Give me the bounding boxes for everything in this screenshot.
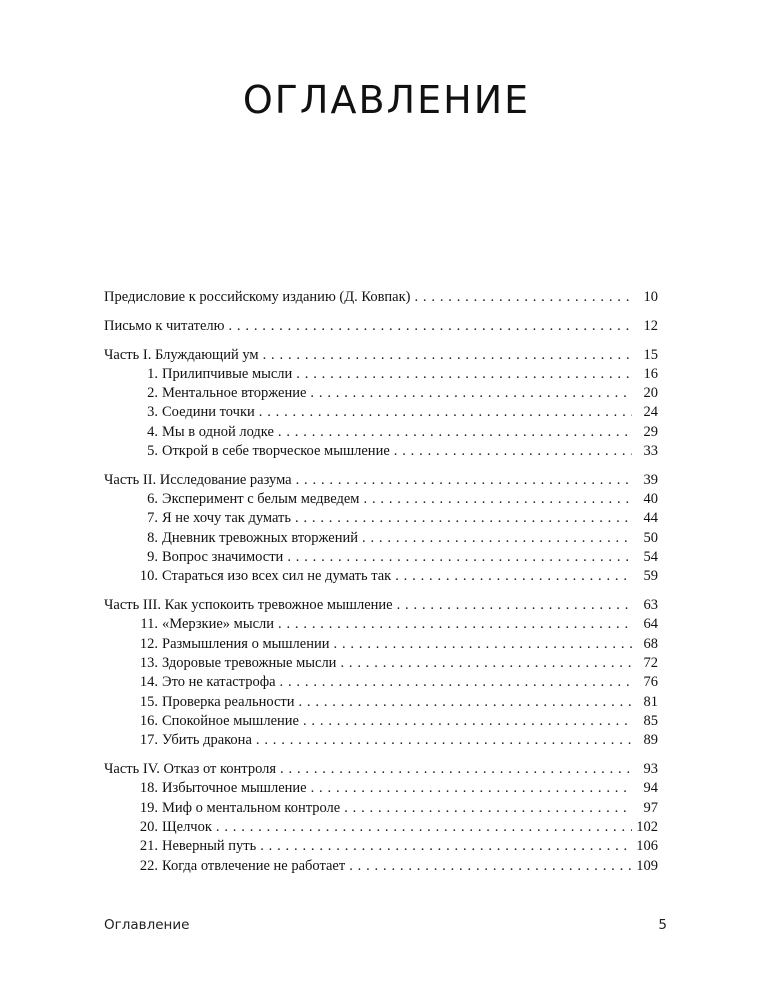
- chapter-number: 6.: [147, 491, 158, 508]
- dot-leader: [334, 635, 632, 654]
- chapter-number: 20.: [139, 818, 158, 835]
- chapter-page: 94: [643, 780, 658, 797]
- chapter-number: 10.: [139, 568, 158, 585]
- toc-chapter-entry[interactable]: [104, 567, 658, 586]
- chapter-page: 76: [643, 674, 658, 691]
- chapter-label: Мы в одной лодке: [162, 423, 274, 440]
- toc-part-heading[interactable]: [104, 596, 658, 615]
- chapter-page: 89: [643, 732, 658, 749]
- chapter-number: 17.: [139, 732, 158, 749]
- dot-leader: [216, 818, 632, 837]
- chapter-number: 7.: [147, 510, 158, 527]
- toc-part-label: Часть III. Как успокоить тревожное мышление: [104, 597, 393, 614]
- dot-leader: [414, 288, 632, 307]
- chapter-page: 40: [643, 491, 658, 508]
- toc-chapter-entry[interactable]: [104, 423, 658, 442]
- toc-entry-label: Предисловие к российскому изданию (Д. Ковпак): [104, 289, 411, 305]
- dot-leader: [260, 837, 632, 856]
- dot-leader: [394, 442, 632, 461]
- toc-part-group: [104, 596, 658, 750]
- toc-chapter-entry[interactable]: [104, 548, 658, 567]
- chapter-label: Неверный путь: [162, 838, 257, 855]
- chapter-page: 59: [643, 568, 658, 585]
- toc-entry-preface[interactable]: [104, 288, 658, 307]
- dot-leader: [259, 403, 632, 422]
- toc-entry-page: 10: [643, 289, 658, 305]
- dot-leader: [256, 731, 632, 750]
- toc-chapter-entry[interactable]: [104, 635, 658, 654]
- chapter-label: Эксперимент с белым медведем: [162, 491, 360, 508]
- chapter-page: 50: [643, 529, 658, 546]
- chapter-page: 54: [643, 549, 658, 566]
- footer-section-label: Оглавление: [104, 917, 190, 933]
- chapter-number: 16.: [139, 712, 158, 729]
- chapter-page: 109: [636, 857, 658, 874]
- chapter-number: 22.: [139, 857, 158, 874]
- toc-part-heading[interactable]: [104, 346, 658, 365]
- chapter-number: 9.: [147, 549, 158, 566]
- toc-entry-letter[interactable]: [104, 317, 658, 336]
- chapter-page: 24: [643, 404, 658, 421]
- chapter-label: Это не катастрофа: [162, 674, 276, 691]
- chapter-page: 72: [643, 655, 658, 672]
- chapter-page: 102: [636, 818, 658, 835]
- toc-chapter-entry[interactable]: [104, 712, 658, 731]
- toc-chapter-entry[interactable]: [104, 693, 658, 712]
- toc-part-group: [104, 760, 658, 876]
- chapter-label: Здоровые тревожные мысли: [162, 655, 337, 672]
- dot-leader: [280, 673, 632, 692]
- page-title: ОГЛАВЛЕНИЕ: [242, 78, 531, 122]
- toc-chapter-entry[interactable]: [104, 509, 658, 528]
- chapter-label: Убить дракона: [162, 732, 252, 749]
- dot-leader: [298, 693, 632, 712]
- chapter-page: 68: [643, 635, 658, 652]
- chapter-number: 14.: [139, 674, 158, 691]
- chapter-page: 33: [643, 443, 658, 460]
- chapter-number: 3.: [147, 404, 158, 421]
- toc-chapter-entry[interactable]: [104, 442, 658, 461]
- chapter-label: Когда отвлечение не работает: [162, 857, 346, 874]
- toc-part-label: Часть II. Исследование разума: [104, 471, 292, 488]
- toc-part-group: [104, 471, 658, 587]
- chapter-page: 16: [643, 365, 658, 382]
- toc-chapter-entry[interactable]: [104, 837, 658, 856]
- chapter-label: Дневник тревожных вторжений: [162, 529, 359, 546]
- toc-chapter-entry[interactable]: [104, 403, 658, 422]
- chapter-label: Я не хочу так думать: [162, 510, 291, 527]
- chapter-page: 29: [643, 423, 658, 440]
- chapter-label: Вопрос значимости: [162, 549, 284, 566]
- chapter-number: 5.: [147, 443, 158, 460]
- chapter-label: «Мерзкие» мысли: [162, 616, 275, 633]
- dot-leader: [280, 760, 632, 779]
- dot-leader: [278, 423, 632, 442]
- chapter-page: 44: [643, 510, 658, 527]
- toc-part-heading[interactable]: [104, 760, 658, 779]
- chapter-page: 64: [643, 616, 658, 633]
- toc-chapter-entry[interactable]: [104, 654, 658, 673]
- toc-chapter-entry[interactable]: [104, 857, 658, 876]
- toc-chapter-entry[interactable]: [104, 615, 658, 634]
- chapter-number: 18.: [139, 780, 158, 797]
- chapter-page: 97: [643, 799, 658, 816]
- dot-leader: [395, 567, 632, 586]
- dot-leader: [349, 857, 632, 876]
- chapter-label: Избыточное мышление: [162, 780, 307, 797]
- toc-part-page: 39: [643, 471, 658, 488]
- toc-chapter-entry[interactable]: [104, 731, 658, 750]
- toc-part-page: 93: [643, 761, 658, 778]
- toc-chapter-entry[interactable]: [104, 365, 658, 384]
- dot-leader: [228, 317, 632, 336]
- chapter-number: 4.: [147, 423, 158, 440]
- dot-leader: [295, 509, 632, 528]
- chapter-label: Прилипчивые мысли: [162, 365, 293, 382]
- dot-leader: [340, 654, 632, 673]
- chapter-number: 2.: [147, 385, 158, 402]
- chapter-page: 106: [636, 838, 658, 855]
- chapter-number: 1.: [147, 365, 158, 382]
- chapter-number: 15.: [139, 693, 158, 710]
- chapter-label: Размышления о мышлении: [162, 635, 330, 652]
- toc-chapter-entry[interactable]: [104, 490, 658, 509]
- chapter-label: Спокойное мышление: [162, 712, 299, 729]
- chapter-number: 13.: [139, 655, 158, 672]
- chapter-number: 12.: [139, 635, 158, 652]
- dot-leader: [303, 712, 632, 731]
- chapter-number: 11.: [140, 616, 158, 633]
- toc-chapter-entry[interactable]: [104, 673, 658, 692]
- toc-entry-page: 12: [643, 317, 658, 334]
- chapter-label: Проверка реальности: [162, 693, 295, 710]
- dot-leader: [362, 529, 632, 548]
- dot-leader: [310, 384, 632, 403]
- dot-leader: [296, 365, 632, 384]
- dot-leader: [344, 799, 632, 818]
- toc-chapter-entry[interactable]: [104, 384, 658, 403]
- chapter-page: 20: [643, 385, 658, 402]
- toc-part-label: Часть I. Блуждающий ум: [104, 346, 259, 363]
- toc-part-page: 15: [643, 346, 658, 363]
- footer-page-number: 5: [658, 917, 667, 933]
- dot-leader: [278, 615, 632, 634]
- chapter-label: Открой в себе творческое мышление: [162, 443, 390, 460]
- chapter-label: Щелчок: [162, 818, 212, 835]
- toc-chapter-entry[interactable]: [104, 529, 658, 548]
- chapter-number: 19.: [139, 799, 158, 816]
- table-of-contents: [104, 288, 658, 885]
- chapter-page: 81: [643, 693, 658, 710]
- toc-part-page: 63: [643, 597, 658, 614]
- chapter-page: 85: [643, 712, 658, 729]
- toc-part-label: Часть IV. Отказ от контроля: [104, 761, 277, 778]
- chapter-label: Миф о ментальном контроле: [162, 799, 341, 816]
- dot-leader: [364, 490, 633, 509]
- chapter-label: Соедини точки: [162, 404, 255, 421]
- chapter-number: 8.: [147, 529, 158, 546]
- dot-leader: [263, 346, 632, 365]
- dot-leader: [296, 471, 632, 490]
- toc-chapter-entry[interactable]: [104, 779, 658, 798]
- toc-part-group: [104, 346, 658, 462]
- toc-entry-label: Письмо к читателю: [104, 317, 225, 334]
- toc-part-heading[interactable]: [104, 471, 658, 490]
- toc-chapter-entry[interactable]: [104, 818, 658, 837]
- dot-leader: [397, 596, 632, 615]
- dot-leader: [287, 548, 632, 567]
- dot-leader: [311, 779, 632, 798]
- chapter-label: Стараться изо всех сил не думать так: [162, 568, 392, 585]
- toc-chapter-entry[interactable]: [104, 799, 658, 818]
- chapter-number: 21.: [139, 838, 158, 855]
- chapter-label: Ментальное вторжение: [162, 385, 307, 402]
